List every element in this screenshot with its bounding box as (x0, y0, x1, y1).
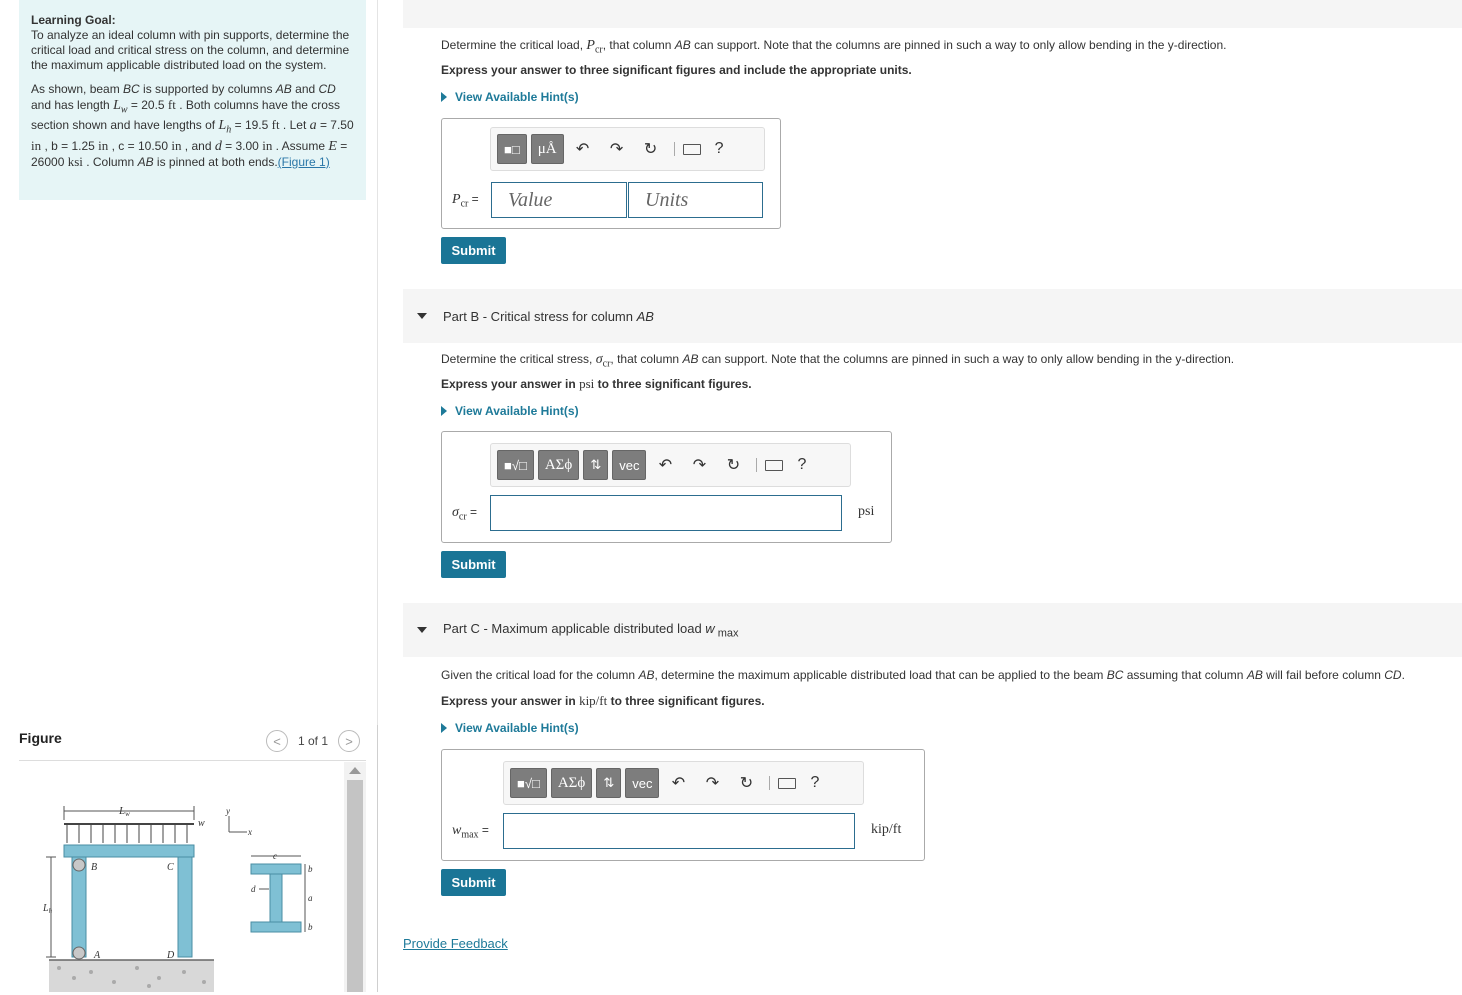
next-figure-button[interactable] (338, 730, 360, 752)
column-divider (377, 725, 378, 992)
figure-divider (19, 760, 366, 761)
figure-link[interactable]: (Figure 1) (277, 154, 330, 169)
d-label: d (251, 884, 256, 894)
part-b-title: Part B - Critical stress for column AB (443, 308, 654, 324)
units-input[interactable]: Units (628, 182, 763, 218)
beam-bc (64, 845, 194, 857)
psi-unit: psi (858, 504, 875, 519)
column-cd (178, 857, 192, 957)
chevron-right-icon: > (345, 733, 353, 749)
distributed-load-input[interactable] (503, 813, 855, 849)
keyboard-icon[interactable] (778, 778, 796, 789)
undo-button[interactable] (568, 134, 598, 164)
provide-feedback-link[interactable]: Provide Feedback (403, 936, 508, 951)
keyboard-icon[interactable] (765, 460, 783, 471)
greek-button[interactable] (538, 450, 579, 480)
part-b-submit-button[interactable]: Submit (441, 551, 506, 578)
pcr-label: $P_{cr}$ = (452, 192, 479, 210)
stress-input[interactable] (490, 495, 842, 531)
chevron-left-icon: < (273, 733, 281, 749)
undo-button[interactable] (663, 768, 693, 798)
value-input[interactable]: Value (491, 182, 627, 218)
scroll-up-icon[interactable] (349, 767, 361, 774)
reset-icon: ↻ (643, 141, 658, 158)
y-label: y (226, 806, 230, 816)
templates-icon: ■□ (504, 141, 520, 157)
lw-label: Lw (119, 805, 130, 818)
vector-button[interactable] (612, 450, 646, 480)
caret-down-icon (417, 313, 427, 319)
redo-button[interactable] (684, 450, 714, 480)
scroll-thumb[interactable] (347, 780, 363, 992)
part-b-answer-box (441, 431, 892, 543)
greek-button[interactable] (551, 768, 592, 798)
problem-statement: As shown, beam BC is supported by columns AB and CD and has length $L_w = 20.5$ ft . Both columns have the cross section shown and have lengths of $L_h = 19.5$ ft . Let a = 7.50 in , b = 1.25 in , c = 10.50 in , and d = 3.00 in . Assume E = 26000 ksi . Column AB is pinned at both ends.(Figure 1) (31, 82, 354, 169)
arrows-icon: ⇅ (603, 775, 615, 790)
caret-right-icon (441, 723, 447, 733)
redo-button[interactable] (602, 134, 632, 164)
help-icon[interactable]: ? (797, 456, 807, 473)
part-c-answer-box (441, 749, 925, 861)
undo-icon: ↶ (575, 141, 590, 158)
part-c-instructions: Express your answer in kip/ft to three significant figures. (441, 693, 765, 708)
label-d: D (167, 950, 175, 961)
redo-icon: ↷ (692, 457, 707, 474)
b-label-top: b (308, 864, 313, 874)
part-a-hint-link[interactable]: View Available Hint(s) (441, 90, 579, 104)
undo-icon: ↶ (658, 457, 673, 474)
pin-a (73, 947, 85, 959)
vector-icon: vec (632, 775, 653, 791)
units-icon: μÅ (537, 140, 557, 157)
frame-diagram (19, 768, 344, 992)
load-arrows (67, 825, 187, 843)
column-divider-top (377, 0, 378, 725)
part-b-question: Determine the critical stress, $\sigma_{cr}$, that column AB can support. Note that the columns are pinned in such a way to only allow bending in the y-direction. (441, 352, 1235, 370)
templates-icon: ■√□ (517, 775, 540, 791)
caret-right-icon (441, 92, 447, 102)
part-c-question: Given the critical load for the column AB, determine the maximum applicable distributed load that can be applied to the beam BC assuming that column AB will fail before column CD. (441, 668, 1405, 682)
toolbar-separator (756, 458, 757, 472)
redo-icon: ↷ (705, 775, 720, 792)
reset-icon: ↻ (726, 457, 741, 474)
figure-heading: Figure (19, 730, 62, 746)
lh-label: $L_h$ (43, 903, 53, 915)
reset-icon: ↻ (739, 775, 754, 792)
greek-icon: ΑΣϕ (544, 456, 573, 473)
templates-icon: ■√□ (504, 457, 527, 473)
sigma-cr-label: $\sigma_{cr}$ = (452, 505, 478, 523)
part-b-header[interactable] (403, 289, 1462, 343)
kip-ft-unit: kip/ft (871, 822, 902, 837)
greek-icon: ΑΣϕ (557, 774, 586, 791)
undo-icon: ↶ (671, 775, 686, 792)
reset-button[interactable] (718, 450, 748, 480)
i-beam-section (251, 864, 301, 932)
part-b-instructions: Express your answer in psi to three significant figures. (441, 376, 752, 391)
label-a: A (94, 950, 101, 961)
part-a-toolbar (490, 127, 765, 171)
vector-button[interactable] (625, 768, 659, 798)
ground (49, 960, 214, 992)
part-a-question: Determine the critical load, $P_{cr}$, that column AB can support. Note that the columns are pinned in such a way to only allow bending in the y-direction. (441, 38, 1227, 56)
a-label: a (308, 893, 313, 903)
arrows-button[interactable] (583, 450, 608, 480)
caret-right-icon (441, 406, 447, 416)
learning-goal-panel (19, 0, 366, 200)
figure-scrollbar[interactable] (344, 762, 366, 992)
keyboard-icon[interactable] (683, 144, 701, 155)
undo-button[interactable] (650, 450, 680, 480)
column-ab (72, 857, 86, 957)
figure-count: 1 of 1 (298, 734, 329, 748)
redo-icon: ↷ (609, 141, 624, 158)
part-c-submit-button[interactable]: Submit (441, 869, 506, 896)
figure-image (19, 768, 344, 992)
figure-pager (266, 730, 360, 752)
c-label: c (273, 851, 277, 861)
label-b: B (91, 862, 98, 873)
part-c-hint-link[interactable]: View Available Hint(s) (441, 721, 579, 735)
arrows-icon: ⇅ (590, 457, 602, 472)
learning-goal-intro: To analyze an ideal column with pin supports, determine the critical load and critical stress on the column, and determine the maximum applicable distributed load on the system. (31, 28, 350, 72)
x-label: x (248, 827, 252, 837)
units-button[interactable] (531, 134, 564, 164)
part-b-hint-link[interactable]: View Available Hint(s) (441, 404, 579, 418)
part-a-instructions: Express your answer to three significant figures and include the appropriate units. (441, 63, 912, 77)
toolbar-separator (769, 776, 770, 790)
part-b-toolbar (490, 443, 851, 487)
help-icon[interactable]: ? (810, 774, 820, 791)
templates-button[interactable] (497, 134, 527, 164)
part-a-header[interactable] (403, 0, 1462, 28)
learning-goal-title: Learning Goal: (31, 13, 116, 27)
toolbar-separator (674, 142, 675, 156)
w-max-label: $w_{max}$ = (452, 823, 489, 841)
vector-icon: vec (619, 457, 640, 473)
previous-figure-button[interactable] (266, 730, 288, 752)
part-c-header[interactable] (403, 603, 1462, 657)
arrows-button[interactable] (596, 768, 621, 798)
pin-b (73, 859, 85, 871)
templates-button[interactable] (510, 768, 547, 798)
b-label-bottom: b (308, 922, 313, 932)
part-a-submit-button[interactable]: Submit (441, 237, 506, 264)
w-label: w (198, 818, 205, 829)
part-a-answer-box (441, 118, 781, 229)
part-c-toolbar (503, 761, 864, 805)
part-c-title: Part C - Maximum applicable distributed load w $_{max}$ (443, 620, 739, 640)
reset-button[interactable] (731, 768, 761, 798)
caret-down-icon (417, 627, 427, 633)
label-c: C (167, 862, 174, 873)
reset-button[interactable] (636, 134, 666, 164)
load-line (64, 823, 194, 825)
redo-button[interactable] (697, 768, 727, 798)
templates-button[interactable] (497, 450, 534, 480)
help-icon[interactable]: ? (714, 140, 724, 157)
